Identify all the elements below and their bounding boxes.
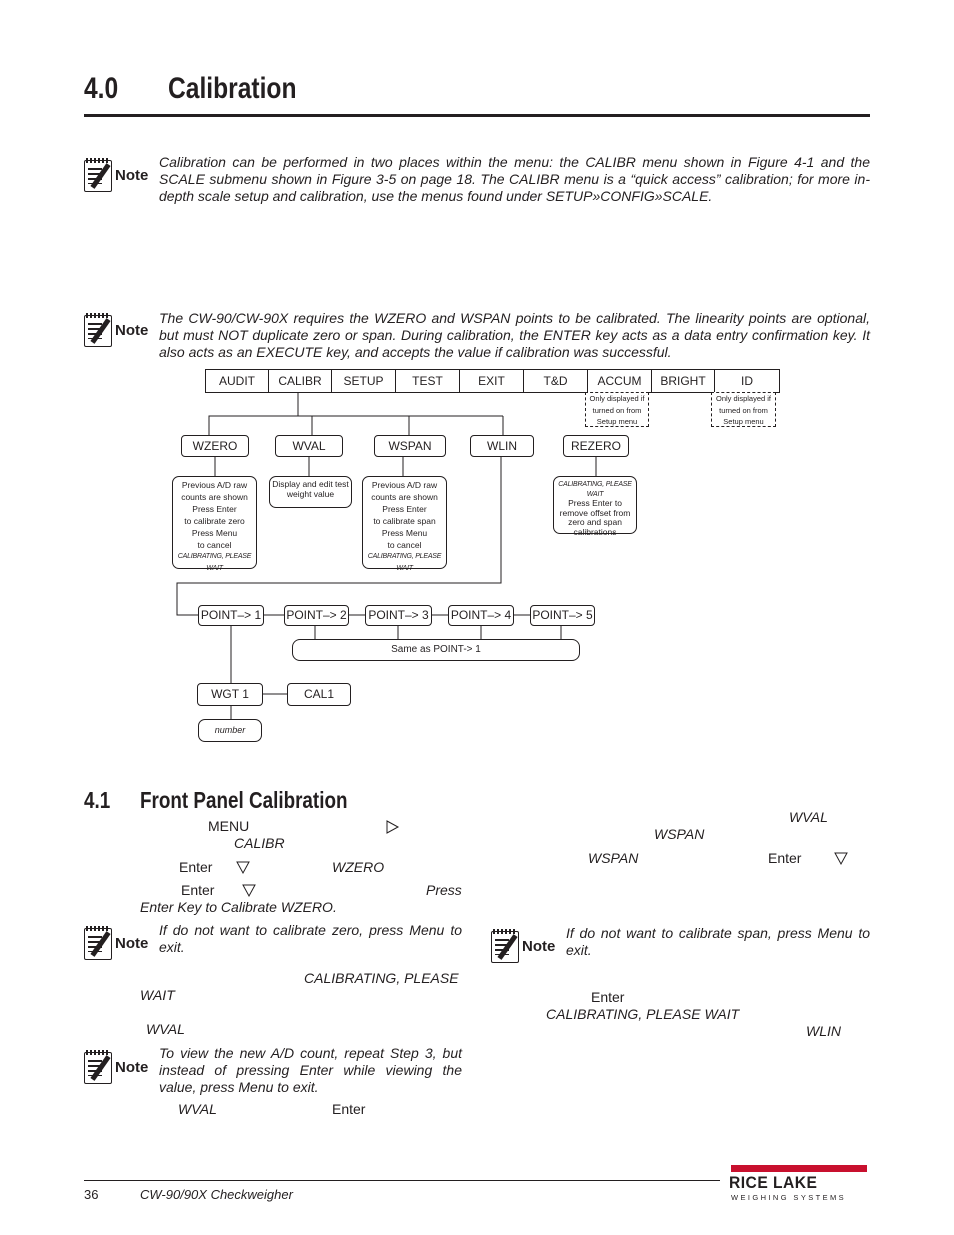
chapter-number: 4.0 [84, 72, 119, 105]
desc-line: Press Menu [191, 528, 238, 538]
menu-key-label: MENU [208, 818, 250, 834]
note-label: Note [522, 938, 556, 955]
logo-red-bar [731, 1165, 867, 1172]
desc-line: Press Enter to remove offset from zero and span calibrations [559, 498, 631, 537]
menu-calibr: CALIBR [269, 370, 332, 392]
chapter-title: Calibration [168, 72, 297, 105]
menu-bright: BRIGHT [652, 370, 715, 392]
menu-test: TEST [396, 370, 460, 392]
note-2-text: The CW-90/CW-90X requires the WZERO and WSPAN points to be calibrated. The linearity points are optional, but must NOT duplicate zero or span. During calibration, the ENTER key acts as a data entry confirmation key. It also acts as an EXECUTE key, and accepts the value if calibration was successful. [159, 310, 870, 360]
wval-label: WVAL [178, 1101, 217, 1117]
desc-line: to calibrate zero [184, 516, 245, 526]
desc-line: Previous A/D raw [181, 480, 248, 490]
menu-audit: AUDIT [206, 370, 269, 392]
note-5-text: If do not want to calibrate span, press Menu to exit. [566, 925, 870, 958]
point-5-box: POINT–> 5 [530, 605, 595, 626]
enter-key-label: Enter [179, 859, 213, 875]
wspan-label: WSPAN [588, 850, 639, 866]
calibrating-display: CALIBRATING, PLEASE WAIT [177, 553, 252, 572]
calibrating-label: CALIBRATING, PLEASE [304, 970, 459, 986]
wspan-box: WSPAN [374, 435, 446, 457]
accum-footnote: Only displayed if turned on from Setup menu [585, 392, 649, 427]
note-icon [84, 1050, 156, 1086]
page-number: 36 [84, 1187, 99, 1202]
enter-key-label: Enter [332, 1101, 366, 1117]
note-1-text: Calibration can be performed in two places within the menu: the CALIBR menu shown in Figure 4-1 and the SCALE submenu shown in Figure 3-5 on page 18. The CALIBR menu is a “quick access” calibration; for more in-depth scale setup and calibration, use the menus found under SETUP»CONFIG»SCALE. [159, 154, 870, 204]
desc-line: to cancel [387, 540, 422, 550]
wgt1-box: WGT 1 [197, 683, 263, 706]
calibrating-display: CALIBRATING, PLEASE WAIT [558, 481, 632, 498]
menu-accum: ACCUM [588, 370, 652, 392]
down-arrow-icon [834, 852, 848, 866]
desc-line: Press Menu [381, 528, 428, 538]
note-3-text: If do not want to calibrate zero, press Menu to exit. [159, 922, 462, 955]
menu-td: T&D [524, 370, 588, 392]
footer-rule [84, 1180, 720, 1181]
desc-line: to calibrate span [373, 516, 436, 526]
point-2-box: POINT–> 2 [284, 605, 349, 626]
wzero-label: WZERO [332, 859, 385, 875]
cal1-box: CAL1 [287, 683, 351, 706]
desc-line: Previous A/D raw [371, 480, 438, 490]
wlin-label: WLIN [806, 1023, 841, 1039]
wspan-description [362, 476, 447, 572]
rice-lake-logo [729, 1165, 867, 1205]
press-text: Press [426, 882, 462, 898]
point-1-box: POINT–> 1 [198, 605, 264, 626]
down-arrow-icon [236, 861, 250, 875]
wzero-box: WZERO [181, 435, 249, 457]
desc-line: Press Enter [382, 504, 427, 514]
rezero-description [553, 476, 637, 537]
wait-label: WAIT [140, 987, 175, 1003]
calibr-label: CALIBR [234, 835, 285, 851]
wval-label: WVAL [146, 1021, 185, 1037]
rezero-box: REZERO [563, 435, 629, 457]
note-icon [84, 926, 156, 962]
footer-title: CW-90/90X Checkweigher [140, 1187, 293, 1202]
enter-key-to-calibrate: Enter Key to Calibrate WZERO. [140, 899, 337, 915]
note-label: Note [115, 322, 149, 339]
point-3-box: POINT–> 3 [365, 605, 432, 626]
wzero-description [172, 476, 257, 572]
number-entry: number [198, 719, 262, 742]
logo-sub-text: WEIGHING SYSTEMS [731, 1193, 847, 1202]
note-4-text: To view the new A/D count, repeat Step 3, but instead of pressing Enter while viewing the value, press Menu to exit. [159, 1045, 462, 1095]
wlin-box: WLIN [470, 435, 534, 457]
wval-box: WVAL [275, 435, 343, 457]
calibrating-label: CALIBRATING, PLEASE WAIT [546, 1006, 740, 1022]
same-as-point-1: Same as POINT-> 1 [292, 639, 580, 661]
note-label: Note [115, 1059, 149, 1076]
id-footnote: Only displayed if turned on from Setup menu [711, 392, 776, 427]
wval-description: Display and edit test weight value [269, 476, 352, 508]
calibrating-display: CALIBRATING, PLEASE WAIT [367, 553, 442, 572]
menu-id: ID [741, 374, 753, 388]
enter-key-label: Enter [768, 850, 802, 866]
enter-key-label: Enter [181, 882, 215, 898]
menu-exit: EXIT [460, 370, 524, 392]
desc-line: Press Enter [192, 504, 237, 514]
wval-label: WVAL [789, 809, 828, 825]
down-arrow-icon [242, 884, 256, 898]
enter-key-label: Enter [591, 989, 625, 1005]
desc-line: counts are shown [371, 492, 438, 502]
note-label: Note [115, 167, 149, 184]
section-title: Front Panel Calibration [140, 787, 348, 813]
point-4-box: POINT–> 4 [448, 605, 514, 626]
menu-bar [205, 369, 780, 393]
desc-line: to cancel [197, 540, 232, 550]
wspan-label: WSPAN [654, 826, 705, 842]
desc-line: counts are shown [181, 492, 248, 502]
logo-main-text: RICE LAKE [729, 1173, 818, 1192]
note-icon [491, 929, 563, 965]
right-arrow-icon [386, 820, 400, 834]
menu-setup: SETUP [332, 370, 396, 392]
note-label: Note [115, 935, 149, 952]
section-number: 4.1 [84, 787, 111, 813]
